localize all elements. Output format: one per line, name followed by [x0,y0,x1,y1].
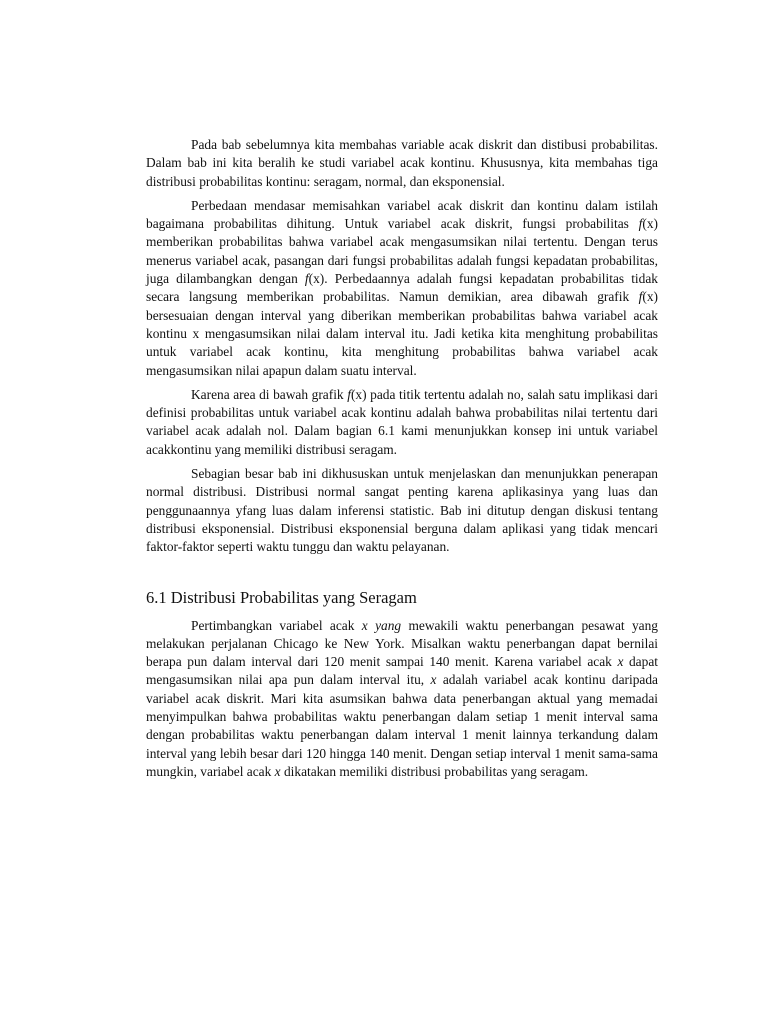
paragraph-continuous-vs-discrete [146,197,658,380]
text-run: mewakili waktu penerbangan pesawat yang melakukan perjalanan Chicago ke New York. Misalkan waktu penerbangan dapat bernilai berapa pun dalam interval dari 120 menit sampai 140 menit. Karena variabel acak [146,617,658,670]
text-run: (x) pada titik tertentu adalah no, salah satu implikasi dari definisi probabilitas untuk variabel acak kontinu adalah bahwa probabilitas nilai tertentu dari variabel acak adalah nol. Dalam bagian 6.1 kami menunjukkan konsep ini untuk variabel acakkontinu yang memiliki distribusi seragam. [146,386,658,457]
text-run: (x). Perbedaannya adalah fungsi kepadatan probabilitas tidak secara langsung memberikan probabilitas. Namun demikian, area dibawah grafik [146,271,658,305]
italic-text-run: x [274,763,281,779]
text-run: Karena area di bawah grafik [191,386,348,402]
text-run: Pada bab sebelumnya kita membahas variable acak diskrit dan distibusi probabilitas. Dalam bab ini kita beralih ke studi variabel acak kontinu. Khususnya, kita membahas tiga distribusi probabilitas kontinu: seragam, normal, dan eksponensial. [146,137,658,189]
italic-text-run: f [638,289,643,305]
paragraph-zero-probability [146,386,658,459]
italic-text-run: x [617,654,624,670]
text-run: (x) bersesuaian dengan interval yang diberikan memberikan probabilitas bahwa variabel acak kontinu x mengasumsikan nilai dalam interval itu. Jadi ketika kita menghitung probabilitas untuk variabel acak kontinu, kita menghitung probabilitas bahwa variabel acak mengasumsikan nilai apapun dalam suatu interval. [146,289,658,378]
text-run: dapat mengasumsikan nilai apa pun dalam interval itu, [146,654,658,688]
text-run: adalah variabel acak kontinu daripada variabel acak diskrit. Mari kita asumsikan bahwa data penerbangan aktual yang memadai menyimpulkan bahwa probabilitas waktu penerbangan dalam setiap 1 menit interval sama dengan probabilitas waktu penerbangan dalam interval 1 menit lainnya terkandung dalam interval yang lebih besar dari 120 hingga 140 menit. Dengan setiap interval 1 menit sama-sama mungkin, variabel acak [146,672,658,779]
section-heading: 6.1 Distribusi Probabilitas yang Seragam [146,587,417,607]
text-run: Sebagian besar bab ini dikhususkan untuk menjelaskan dan menunjukkan penerapan normal distribusi. Distribusi normal sangat penting karena aplikasinya yang luas dan penggunaannya yfang luas dalam inferensi statistic. Bab ini ditutup dengan diskusi tentang distribusi eksponensial. Distribusi eksponensial berguna dalam aplikasi yang tidak mencari faktor-faktor seperti waktu tunggu dan waktu pelayanan. [146,466,658,555]
paragraph-uniform-distribution [146,617,658,782]
paragraph-intro [146,136,658,191]
text-run: (x) memberikan probabilitas bahwa variabel acak mengasumsikan nilai tertentu. Dengan terus menerus variabel acak, pasangan dari fungsi probabilitas adalah fungsi kepadatan probabilitas, juga dilambangkan dengan [146,216,658,287]
paragraph-chapter-overview [146,465,658,556]
italic-text-run: f [347,386,351,402]
italic-text-run: f [304,271,309,287]
text-run: dikatakan memiliki distribusi probabilitas yang seragam. [280,763,589,779]
text-run: Pertimbangkan variabel acak [191,617,362,633]
italic-text-run: f [638,216,643,232]
italic-text-run: x [430,672,437,688]
italic-text-run: x yang [361,617,402,633]
text-run: Perbedaan mendasar memisahkan variabel acak diskrit dan kontinu dalam istilah bagaimana probabilitas dihitung. Untuk variabel acak diskrit, fungsi probabilitas [146,197,658,232]
document-page [146,136,658,787]
